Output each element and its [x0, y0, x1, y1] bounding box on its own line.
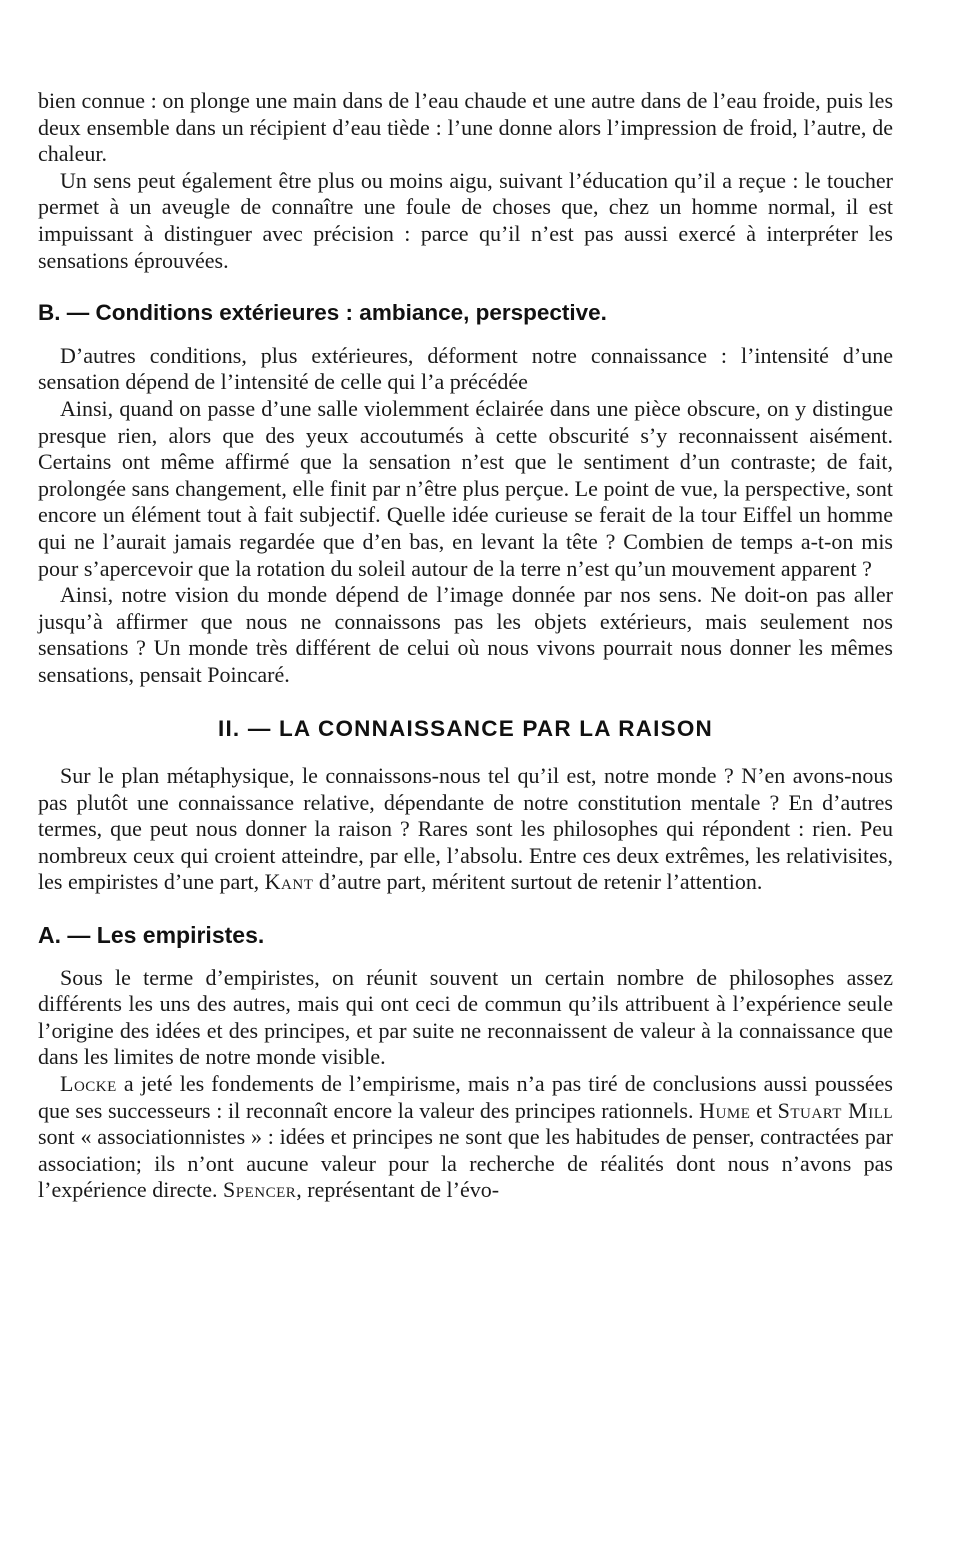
philosopher-name-locke: Locke [60, 1071, 117, 1096]
subheading-conditions-exterieures: B. — Conditions extérieures : ambiance, perspective. [38, 300, 607, 326]
paragraph-vision-du-monde: Ainsi, notre vision du monde dépend de l’image donnée par nos sens. Ne doit-on pas aller jusqu’à affirmer que nous ne connaissons pas les objets extérieurs, mais seulement nos sensations ? Un monde très différent de celui où nous vivons pourrait nous donner les mêmes sensations, pensait Poincaré. [38, 582, 893, 687]
paragraph-text-mid: sont « associationnistes » : idées et principes ne sont que les habitudes de penser, contractées par association; ils n’ont aucune valeur pour la recherche de réalités dont nous n’avons pas l’expérience directe. [38, 1124, 893, 1203]
paragraph-ainsi-salle: Ainsi, quand on passe d’une salle violemment éclairée dans une pièce obscure, on y distingue presque rien, alors que des yeux accoutumés à cette obscurité s’y reconnaissent aisément. Certains ont même affirmé que la sensation n’est que le sentiment d’un contraste; de fait, prolongée sans changement, elle finit par n’être plus perçue. Le point de vue, la perspective, sont encore un élément tout à fait subjectif. Quelle idée curieuse se ferait de la tour Eiffel un homme qui ne l’aurait jamais regardée que d’en bas, en levant la tête ? Combien de temps a-t-on mis pour s’apercevoir que la rotation du soleil autour de la terre n’est qu’un mouvement apparent ? [38, 395, 893, 581]
subheading-empiristes: A. — Les empiristes. [38, 922, 265, 949]
paragraph-terme-empiristes: Sous le terme d’empiristes, on réunit souvent un certain nombre de philosophes assez différents les uns des autres, mais qui ont ceci de commun qu’ils attribuent à l’expérience seule l’origine des idées et des principes, et par suite ne reconnaissent de valeur à la connaissance que dans les limites de notre monde visible. [38, 964, 893, 1070]
paragraph-locke [38, 1071, 893, 1204]
conjunction-text: et [756, 1097, 772, 1123]
paragraph-text-end: , représentant de l’évo- [296, 1177, 500, 1203]
philosopher-name-mill: Stuart Mill [777, 1097, 894, 1123]
paragraph-continuation: bien connue : on plonge une main dans de l’eau chaude et une autre dans de l’eau froide, puis les deux ensemble dans un récipient d’eau tiède : l’une donne alors l’impression de froid, l’autre, de chaleur. [38, 88, 893, 167]
section-heading-raison: II. — LA CONNAISSANCE PAR LA RAISON [218, 716, 713, 742]
paragraph-text: a jeté les fondements de l’empirisme, mais n’a pas tiré de conclusions aussi poussées que ses successeurs : il reconnaît encore la valeur des principes rationnels. [38, 1071, 893, 1123]
philosopher-name-hume: Hume [699, 1097, 751, 1123]
paragraph-plan-metaphysique [38, 763, 893, 896]
paragraph-text-end: d’autre part, méritent surtout de retenir l’attention. [318, 869, 763, 895]
paragraph-text: Sur le plan métaphysique, le connaissons-nous tel qu’il est, notre monde ? N’en avons-nous pas plutôt une connaissance relative, dépendante de notre constitution mentale ? En d’autres termes, que peut nous donner la raison ? Rares sont les philosophes qui répondent : rien. Peu nombreux ceux qui croient atteindre, par elle, l’absolu. Entre ces deux extrêmes, les relativisites, les empiristes d’une part, [38, 763, 893, 895]
philosopher-name-kant: Kant [264, 869, 314, 895]
paragraph-sens-aigu: Un sens peut également être plus ou moins aigu, suivant l’éducation qu’il a reçue : le toucher permet à un aveugle de connaître une foule de choses que, chez un homme normal, il est impuissant à distinguer avec précision : parce qu’il n’est pas aussi exercé à interpréter les sensations éprouvées. [38, 167, 893, 273]
paragraph-autres-conditions: D’autres conditions, plus extérieures, déforment notre connaissance : l’intensité d’une sensation dépend de l’intensité de celle qui l’a précédée [38, 342, 893, 395]
philosopher-name-spencer: Spencer [223, 1177, 297, 1203]
